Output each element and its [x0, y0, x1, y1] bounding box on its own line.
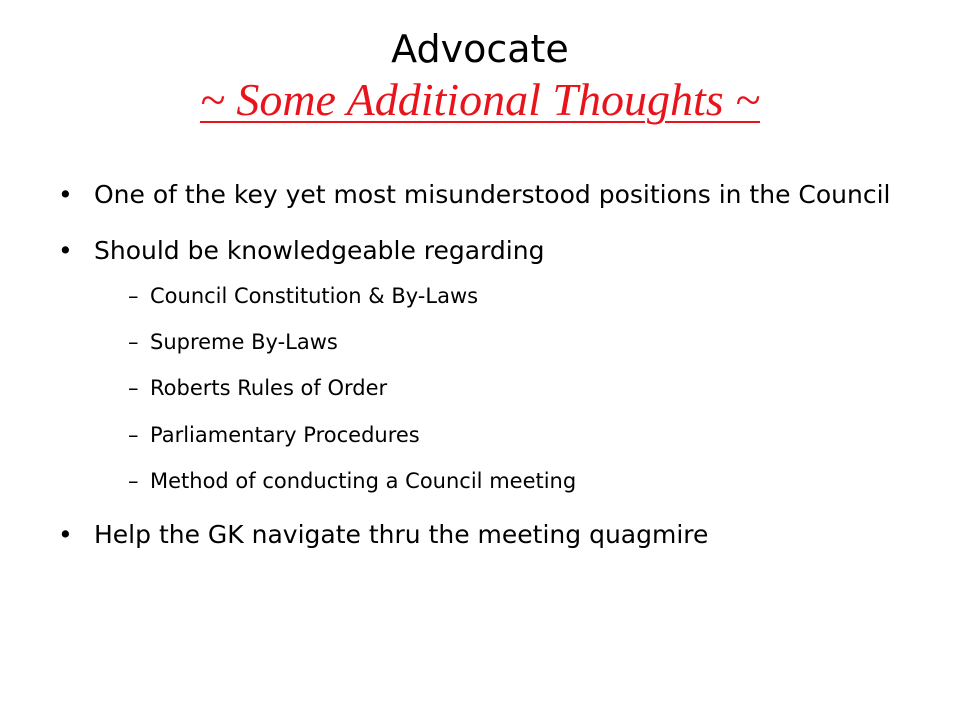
bullet-icon: • [58, 520, 73, 550]
bullet-list [58, 178, 898, 552]
bullet-text: Should be knowledgeable regarding [94, 235, 545, 265]
dash-icon: – [128, 283, 139, 308]
sub-bullet-item [58, 467, 898, 496]
sub-bullet-text: Method of conducting a Council meeting [150, 469, 577, 494]
bullet-icon: • [58, 235, 73, 265]
sub-bullet-item [58, 374, 898, 403]
bullet-text: Help the GK navigate thru the meeting quagmire [94, 520, 709, 550]
dash-icon: – [128, 469, 139, 494]
sub-bullet-text: Roberts Rules of Order [150, 376, 388, 401]
sub-bullet-item [58, 282, 898, 311]
bullet-item [58, 234, 898, 268]
dash-icon: – [128, 376, 139, 401]
bullet-icon: • [58, 180, 73, 209]
slide-subtitle: ~ Some Additional Thoughts ~ [199, 73, 761, 125]
sub-bullet-text: Council Constitution & By-Laws [150, 283, 479, 308]
bullet-item [58, 518, 898, 552]
sub-bullet-item [58, 421, 898, 450]
slide-title-block [0, 28, 960, 127]
slide-title: Advocate [391, 27, 569, 71]
dash-icon: – [128, 329, 139, 354]
bullet-item [58, 178, 898, 212]
sub-bullet-item [58, 328, 898, 357]
sub-bullet-text: Supreme By-Laws [150, 329, 338, 354]
dash-icon: – [128, 422, 139, 447]
sub-bullet-text: Parliamentary Procedures [150, 422, 420, 447]
bullet-text: One of the key yet most misunderstood positions in the Council [94, 180, 891, 209]
